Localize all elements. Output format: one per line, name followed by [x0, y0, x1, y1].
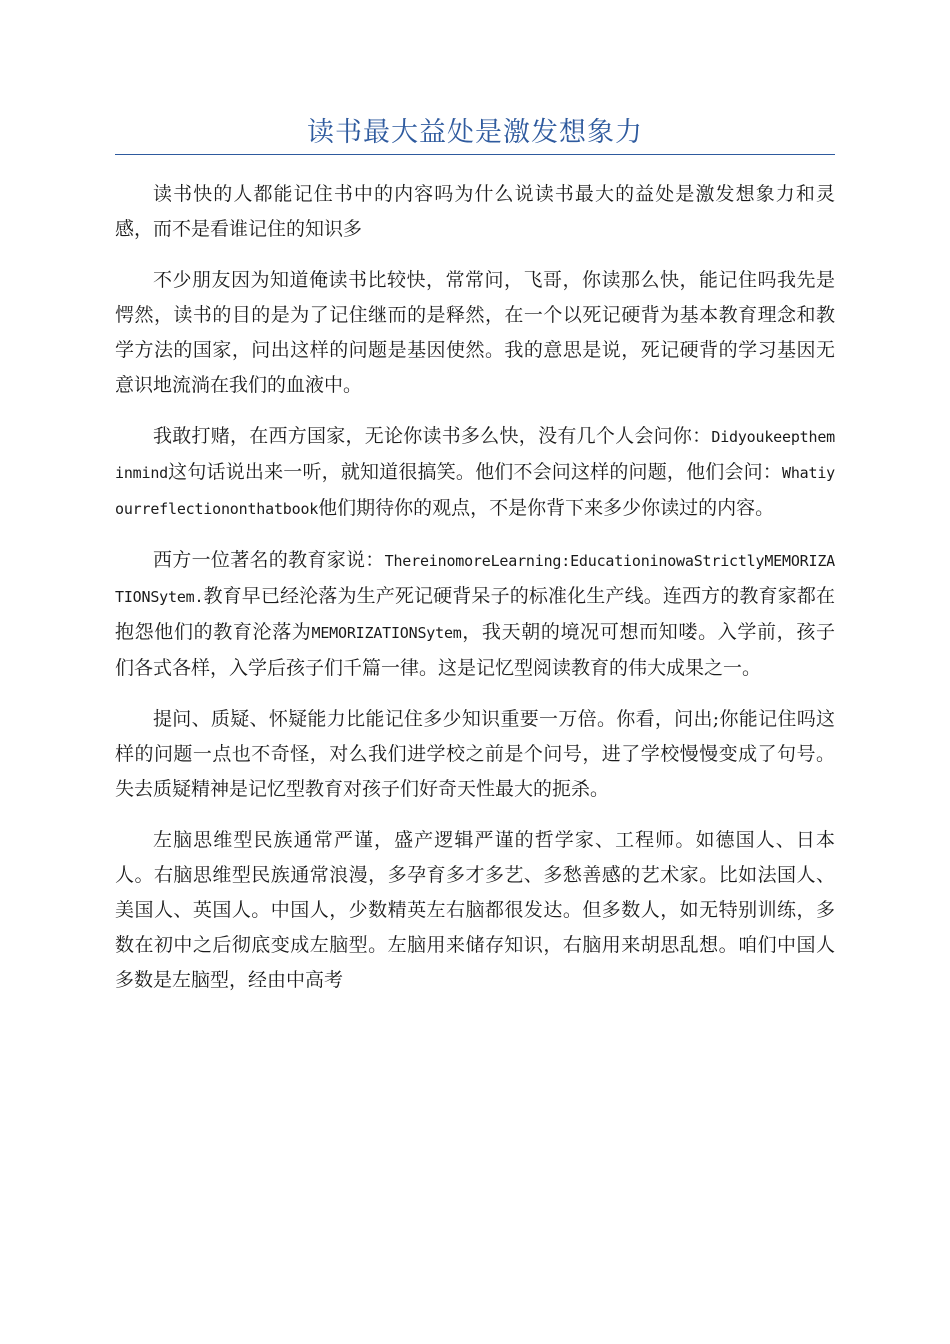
paragraph-5: 提问、质疑、怀疑能力比能记住多少知识重要一万倍。你看，问出;你能记住吗这样的问题一点也不奇怪，对么我们进学校之前是个问号，进了学校慢慢变成了句号。失去质疑精神是记忆型教育对孩子们好奇天性最大的扼杀。 [115, 708, 835, 800]
document-body [115, 177, 835, 998]
paragraph-3: 我敢打赌，在西方国家，无论你读书多么快，没有几个人会问你：Didyoukeeptheminmind这句话说出来一听，就知道很搞笑。他们不会问这样的问题，他们会问：Whatiyourreflectiononthatbook他们期待你的观点，不是你背下来多少你读过的内容。 [115, 425, 835, 519]
document-title: 读书最大益处是激发想象力 [307, 117, 643, 148]
paragraph-2: 不少朋友因为知道俺读书比较快，常常问，飞哥，你读那么快，能记住吗我先是愕然，读书的目的是为了记住继而的是释然，在一个以死记硬背为基本教育理念和教学方法的国家，问出这样的问题是基因使然。我的意思是说，死记硬背的学习基因无意识地流淌在我们的血液中。 [115, 269, 835, 396]
paragraph-6: 左脑思维型民族通常严谨，盛产逻辑严谨的哲学家、工程师。如德国人、日本人。右脑思维型民族通常浪漫，多孕育多才多艺、多愁善感的艺术家。比如法国人、美国人、英国人。中国人，少数精英左右脑都很发达。但多数人，如无特别训练，多数在初中之后彻底变成左脑型。左脑用来储存知识，右脑用来胡思乱想。咱们中国人多数是左脑型，经由中高考 [115, 829, 835, 991]
paragraph-1: 读书快的人都能记住书中的内容吗为什么说读书最大的益处是激发想象力和灵感，而不是看谁记住的知识多 [115, 183, 835, 240]
title-underline [115, 154, 835, 155]
document-page [115, 0, 835, 1344]
paragraph-4: 西方一位著名的教育家说：ThereinomoreLearning:EducationinowaStrictlyMEMORIZATIONSytem.教育早已经沦落为生产死记硬背呆子的标准化生产线。连西方的教育家都在抱怨他们的教育沦落为MEMORIZATIONSytem，我天朝的境况可想而知喽。入学前，孩子们各式各样，入学后孩子们千篇一律。这是记忆型阅读教育的伟大成果之一。 [115, 549, 835, 679]
